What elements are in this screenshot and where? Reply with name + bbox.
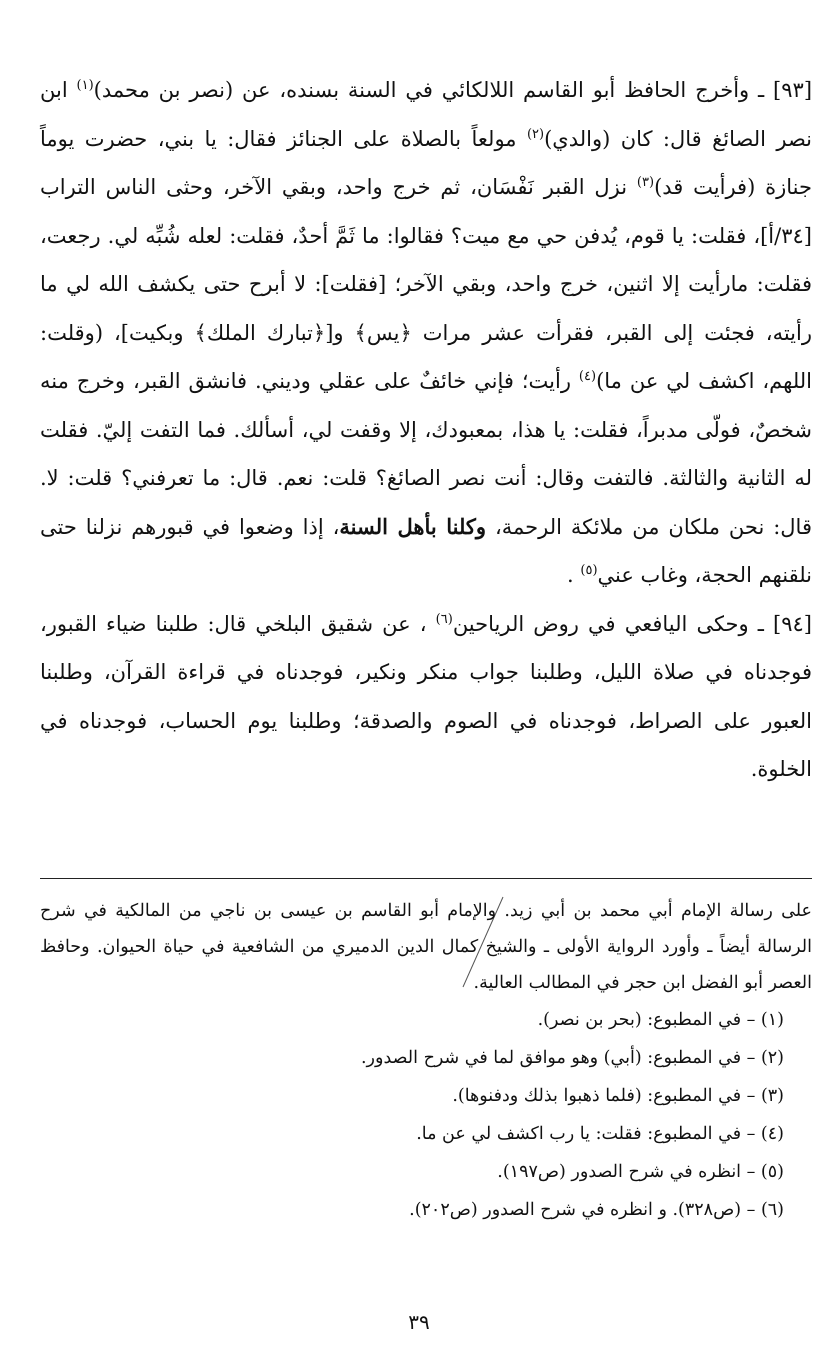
paragraph-text: ـ وحكى اليافعي في روض الرياحين <box>452 611 774 636</box>
paragraph-number: [٩٤] <box>773 611 812 636</box>
paragraph-number: [٩٣] <box>773 78 813 102</box>
footnote-item: (١) – في المطبوع: (بحر بن نصر). <box>537 1010 784 1030</box>
footnote-item: (٤) – في المطبوع: فقلت: يا رب اكشف لي عن ما. <box>416 1124 784 1144</box>
paragraph-94 <box>40 600 812 794</box>
footnote-ref: (٣) <box>636 175 655 190</box>
paragraph-text: مولعاً بالصلاة على الجنائز فقال: يا بني، حضرت يوماً جنازة (فرأيت قد) <box>40 126 812 199</box>
footnote-ref: (٤) <box>578 369 597 384</box>
paragraph-text: رأيت؛ فإني خائفٌ على عقلي وديني. فانشق القبر، وخرج منه شخصٌ، فولّى مدبراً، فقلت: يا هذا، بمعبودك، إلا وقفت لي، أسألك. فما التفت إليّ. فقلت له الثانية والثالثة. فالتفت وقال: أنت نصر الصائغ؟ قلت: نعم. قال: ما تعرفني؟ قلت: لا. قال: نحن ملكان من ملائكة الرحمة، <box>40 369 812 539</box>
paragraph-text: ـ وأخرج الحافظ أبو القاسم اللالكائي في السنة بسنده، عن (نصر بن محمد) <box>93 78 774 102</box>
footnote-ref: (٦) <box>435 611 453 627</box>
paragraph-text: ، إذا وضعوا في قبورهم نزلنا حتى نلقنهم الحجة، وغاب عني <box>40 514 812 587</box>
paragraph-text: ، عن شقيق البلخي قال: طلبنا ضياء القبور، فوجدناه في صلاة الليل، وطلبنا جواب منكر ونكير، فوجدناه في قراءة القرآن، وطلبنا العبور على الصراط، فوجدناه في الصوم والصدقة؛ وطلبنا يوم الحساب، فوجدناه في الخلوة. <box>40 611 812 781</box>
paragraph-text: نزل القبر نَفْسَان، ثم خرج واحد، وبقي الآخر، وحثى الناس التراب [٣٤/أ]، فقلت: يا قوم، يُدفن حي مع ميت؟ فقالوا: ما ثَمَّ أحدٌ، فقلت: لعله شُبِّه لي. رجعت، فقلت: مارأيت إلا اثنين، خرج واحد، وبقي الآخر؛ [فقلت]: لا أبرح حتى يكشف الله لي ما رأيته، فجئت إلى القبر، فقرأت عشر مرات ﴿يس﴾ و[﴿تبارك الملك﴾ وبكيت]، (وقلت: اللهم، اكشف لي عن ما) <box>40 175 813 393</box>
paragraph-text: . <box>567 563 581 587</box>
footnote-continuation: على رسالة الإمام أبي محمد بن أبي زيد. والإمام أبو القاسم بن عيسى بن ناجي من المالكية في شرح الرسالة أيضاً ـ وأورد الرواية الأولى ـ والشيخ كمال الدين الدميري من الشافعية في حياة الحيوان. وحافظ العصر أبو الفضل ابن حجر في المطالب العالية. <box>40 901 812 993</box>
footnote-item: (٢) – في المطبوع: (أبي) وهو موافق لما في شرح الصدور. <box>360 1048 784 1068</box>
paragraph-93 <box>40 66 812 600</box>
footnote-divider <box>40 878 812 879</box>
bold-phrase: وكلنا بأهل السنة <box>339 513 487 539</box>
footnote-list <box>40 1001 812 1229</box>
paragraph-text: ابن نصر الصائغ قال: كان (والدي) <box>40 78 813 151</box>
main-text <box>40 66 812 794</box>
footnote-item: (٦) – (ص٣٢٨). و انظره في شرح الصدور (ص٢٠٢). <box>409 1200 784 1220</box>
footnote-ref: (٥) <box>580 563 598 578</box>
footnote-item: (٥) – انظره في شرح الصدور (ص١٩٧). <box>497 1162 784 1182</box>
footnote-ref: (٢) <box>526 126 545 142</box>
page-number: ٣٩ <box>408 1310 430 1334</box>
footnote-ref: (١) <box>76 78 94 93</box>
footnote-item: (٣) – في المطبوع: (فلما ذهبوا بذلك ودفنوها). <box>452 1086 784 1106</box>
footnotes-section <box>40 893 812 1229</box>
